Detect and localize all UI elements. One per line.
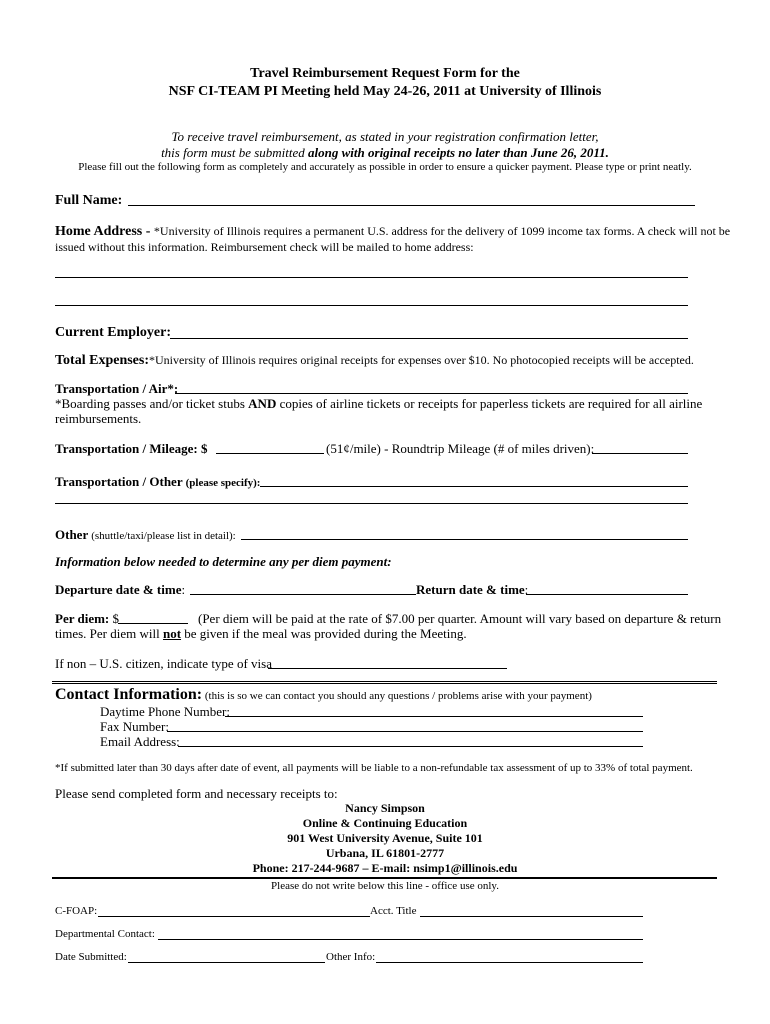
return-label: Return date & time [416, 582, 525, 597]
mileage-rate-text: (51¢/mile) - Roundtrip Mileage (# of miles driven): [326, 441, 595, 456]
transport-other-row [55, 474, 260, 490]
per-diem-row [55, 611, 119, 627]
address-department: Online & Continuing Education [302, 816, 468, 830]
mileage-miles-input[interactable] [592, 453, 688, 454]
contact-heading: Contact Information: [55, 686, 203, 703]
departure-input[interactable] [190, 594, 416, 595]
form-title-line2: NSF CI-TEAM PI Meeting held May 24-26, 2011 at University of Illinois [168, 84, 602, 99]
daytime-phone-label: Daytime Phone Number: [100, 704, 230, 719]
transport-other-input-2[interactable] [55, 503, 688, 504]
per-diem-text-2: times. Per diem will not be given if the meal was provided during the Meeting. [55, 626, 467, 641]
current-employer-label: Current Employer: [55, 325, 171, 340]
visa-type-input[interactable] [268, 668, 507, 669]
dept-contact-input[interactable] [158, 939, 643, 940]
notice-line2: this form must be submitted along with original receipts no later than June 26, 2011. [161, 145, 609, 160]
contact-heading-note: (this is so we can contact you should any questions / problems arise with your payment) [204, 690, 592, 702]
total-expenses-row [55, 353, 694, 369]
send-to-text: Please send completed form and necessary receipts to: [55, 786, 338, 801]
per-diem-heading: Information below needed to determine any per diem payment: [55, 554, 392, 569]
per-diem-label: Per diem: [55, 611, 113, 626]
current-employer-input[interactable] [170, 338, 688, 339]
dept-contact-label: Departmental Contact: [55, 928, 155, 940]
address-phone-email: Phone: 217-244-9687 – E-mail: nsimp1@illinois.edu [252, 861, 518, 875]
departure-row: Departure date & time: [55, 582, 186, 597]
return-row: Return date & time: [416, 582, 529, 597]
home-address-label: Home Address - [55, 224, 154, 239]
other-info-label: Other Info: [326, 951, 376, 963]
per-diem-dollar: $ [112, 611, 120, 626]
mileage-amount-input[interactable] [216, 453, 324, 454]
return-input[interactable] [526, 594, 688, 595]
email-input[interactable] [178, 746, 643, 747]
daytime-phone-input[interactable] [225, 716, 643, 717]
full-name-label: Full Name: [55, 193, 123, 208]
transport-other-input-1[interactable] [260, 486, 688, 487]
home-address-line-2[interactable] [55, 305, 688, 306]
office-use-note: Please do not write below this line - office use only. [271, 880, 499, 892]
email-label: Email Address: [100, 734, 180, 749]
other-info-input[interactable] [376, 962, 643, 963]
other-hint: (shuttle/taxi/please list in detail): [91, 530, 236, 542]
total-expenses-note: *University of Illinois requires original receipts for expenses over $10. No photocopied receipts will be accepted. [149, 353, 694, 367]
home-address-row [55, 224, 730, 240]
transport-air-input[interactable] [175, 393, 688, 394]
address-street: 901 West University Avenue, Suite 101 [287, 831, 483, 845]
acct-title-label: Acct. Title [370, 905, 417, 917]
full-name-input[interactable] [128, 205, 695, 206]
address-city: Urbana, IL 61801-2777 [325, 846, 445, 860]
acct-title-input[interactable] [420, 916, 643, 917]
date-submitted-label: Date Submitted: [55, 951, 127, 963]
contact-heading-row [55, 686, 592, 704]
instructions: Please fill out the following form as completely and accurately as possible in order to ensure a quicker payment. Please type or print neatly. [78, 161, 692, 173]
home-address-line-1[interactable] [55, 277, 688, 278]
non-us-label: If non – U.S. citizen, indicate type of visa [55, 656, 272, 671]
notice-line1: To receive travel reimbursement, as stated in your registration confirmation letter, [171, 129, 599, 144]
office-use-divider [52, 877, 717, 879]
form-title-line1: Travel Reimbursement Request Form for the [250, 66, 520, 81]
cfoap-input[interactable] [98, 916, 370, 917]
other-label: Other [55, 527, 92, 542]
transport-air-note-2: reimbursements. [55, 411, 142, 426]
departure-label: Departure date & time [55, 582, 182, 597]
section-divider [52, 681, 717, 684]
per-diem-text-1: (Per diem will be paid at the rate of $7.00 per quarter. Amount will vary based on departure & return [198, 611, 722, 626]
per-diem-input[interactable] [118, 623, 188, 624]
transport-air-note-1: *Boarding passes and/or ticket stubs AND copies of airline tickets or receipts for paperless tickets are required for all airline [55, 396, 703, 411]
cfoap-label: C-FOAP: [55, 905, 98, 917]
other-row [55, 527, 236, 543]
date-submitted-input[interactable] [128, 962, 325, 963]
home-address-note: *University of Illinois requires a permanent U.S. address for the delivery of 1099 income tax forms. A check will not be [153, 224, 731, 238]
other-input[interactable] [241, 539, 688, 540]
transport-other-hint: (please specify): [185, 477, 261, 489]
late-notice: *If submitted later than 30 days after date of event, all payments will be liable to a non-refundable tax assessment of up to 33% of total payment. [55, 762, 693, 774]
home-address-note-2: issued without this information. Reimbursement check will be mailed to home address: [55, 240, 474, 254]
mileage-label: Transportation / Mileage: $ [55, 441, 208, 456]
total-expenses-label: Total Expenses: [55, 353, 150, 368]
transport-air-label: Transportation / Air*: [55, 381, 179, 396]
transport-other-label: Transportation / Other [55, 474, 186, 489]
fax-input[interactable] [167, 731, 643, 732]
address-name: Nancy Simpson [345, 801, 425, 815]
fax-label: Fax Number: [100, 719, 169, 734]
